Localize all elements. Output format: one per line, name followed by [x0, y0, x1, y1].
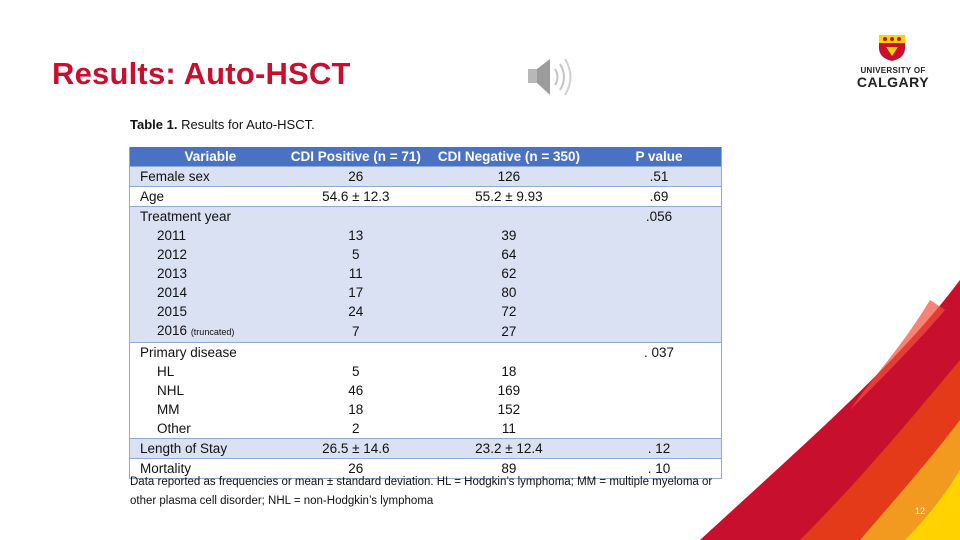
cell-cdi-negative: 64 [421, 245, 597, 264]
table-footnote: Data reported as frequencies or mean ± standard deviation. HL = Hodgkin’s lymphoma; MM = multiple myeloma or other plasma cell disorder; NHL = non-Hodgkin’s lymphoma [130, 476, 713, 507]
cell-cdi-positive: 7 [291, 321, 421, 343]
table-caption-label: Table 1. [130, 117, 178, 132]
table-row [130, 245, 722, 264]
year-label: 2016 [157, 323, 188, 338]
cell-variable: 2012 [130, 245, 291, 264]
cell-variable: Other [130, 419, 291, 439]
cell-cdi-negative: 72 [421, 302, 597, 321]
cell-cdi-positive [291, 343, 421, 363]
page-number: 12 [915, 506, 926, 516]
cell-variable: 2014 [130, 283, 291, 302]
truncated-note: (truncated) [190, 327, 235, 337]
cell-cdi-negative: 55.2 ± 9.93 [421, 187, 597, 207]
cell-variable [130, 321, 291, 343]
table-row [130, 264, 722, 283]
slide-title: Results: Auto-HSCT [52, 56, 351, 91]
cell-variable: MM [130, 400, 291, 419]
cell-p-value [597, 362, 722, 381]
table-row [130, 226, 722, 245]
cell-p-value: . 037 [597, 343, 722, 363]
cell-p-value [597, 321, 722, 343]
table-row [130, 362, 722, 381]
table-caption [130, 117, 315, 132]
cell-p-value [597, 302, 722, 321]
cell-cdi-positive: 13 [291, 226, 421, 245]
header-cdi-positive: CDI Positive (n = 71) [291, 147, 421, 167]
cell-cdi-negative: 27 [421, 321, 597, 343]
table-caption-text: Results for Auto-HSCT. [177, 117, 315, 132]
cell-cdi-positive: 5 [291, 362, 421, 381]
cell-p-value: .69 [597, 187, 722, 207]
cell-variable: Age [130, 187, 291, 207]
cell-cdi-negative [421, 207, 597, 227]
cell-cdi-positive: 54.6 ± 12.3 [291, 187, 421, 207]
cell-cdi-negative: 39 [421, 226, 597, 245]
cell-cdi-positive: 46 [291, 381, 421, 400]
table-row [130, 207, 722, 227]
table-row [130, 283, 722, 302]
results-table [129, 147, 722, 479]
cell-cdi-negative: 62 [421, 264, 597, 283]
table-row [130, 419, 722, 439]
cell-p-value [597, 419, 722, 439]
cell-p-value: . 12 [597, 439, 722, 459]
cell-cdi-negative: 126 [421, 167, 597, 187]
cell-p-value: .51 [597, 167, 722, 187]
cell-cdi-positive: 5 [291, 245, 421, 264]
cell-variable: 2011 [130, 226, 291, 245]
header-variable: Variable [130, 147, 291, 167]
cell-variable: HL [130, 362, 291, 381]
cell-p-value [597, 226, 722, 245]
cell-p-value: .056 [597, 207, 722, 227]
table-row [130, 167, 722, 187]
cell-p-value [597, 245, 722, 264]
cell-variable: 2015 [130, 302, 291, 321]
table-row [130, 439, 722, 459]
cell-cdi-positive: 26.5 ± 14.6 [291, 439, 421, 459]
cell-cdi-positive: 11 [291, 264, 421, 283]
cell-cdi-negative: 169 [421, 381, 597, 400]
header-cdi-negative: CDI Negative (n = 350) [421, 147, 597, 167]
table-row [130, 302, 722, 321]
cell-cdi-positive [291, 207, 421, 227]
cell-variable: Mortality [130, 459, 291, 479]
cell-p-value [597, 283, 722, 302]
logo-text-top: UNIVERSITY OF [860, 66, 926, 75]
cell-variable: Primary disease [130, 343, 291, 363]
cell-cdi-negative: 18 [421, 362, 597, 381]
header-p-value: P value [597, 147, 722, 167]
cell-cdi-positive: 24 [291, 302, 421, 321]
cell-cdi-negative: 80 [421, 283, 597, 302]
table-row [130, 381, 722, 400]
cell-cdi-negative: 11 [421, 419, 597, 439]
speaker-icon[interactable] [524, 55, 576, 99]
table-row [130, 400, 722, 419]
cell-p-value [597, 381, 722, 400]
cell-cdi-positive: 18 [291, 400, 421, 419]
logo-text-main: CALGARY [856, 74, 930, 90]
cell-cdi-positive: 17 [291, 283, 421, 302]
cell-cdi-negative: 23.2 ± 12.4 [421, 439, 597, 459]
table-row [130, 321, 722, 343]
cell-variable: Female sex [130, 167, 291, 187]
cell-cdi-positive: 2 [291, 419, 421, 439]
cell-cdi-negative: 152 [421, 400, 597, 419]
cell-cdi-negative [421, 343, 597, 363]
cell-p-value [597, 264, 722, 283]
cell-cdi-positive: 26 [291, 459, 421, 479]
cell-p-value: . 10 [597, 459, 722, 479]
university-crest-icon [876, 32, 908, 62]
university-logo [852, 32, 934, 90]
table-row [130, 187, 722, 207]
cell-variable: NHL [130, 381, 291, 400]
table-row [130, 343, 722, 363]
table-header-row [130, 147, 722, 167]
cell-p-value [597, 400, 722, 419]
cell-variable: 2013 [130, 264, 291, 283]
cell-cdi-positive: 26 [291, 167, 421, 187]
cell-cdi-negative: 89 [421, 459, 597, 479]
cell-variable: Length of Stay [130, 439, 291, 459]
cell-variable: Treatment year [130, 207, 291, 227]
